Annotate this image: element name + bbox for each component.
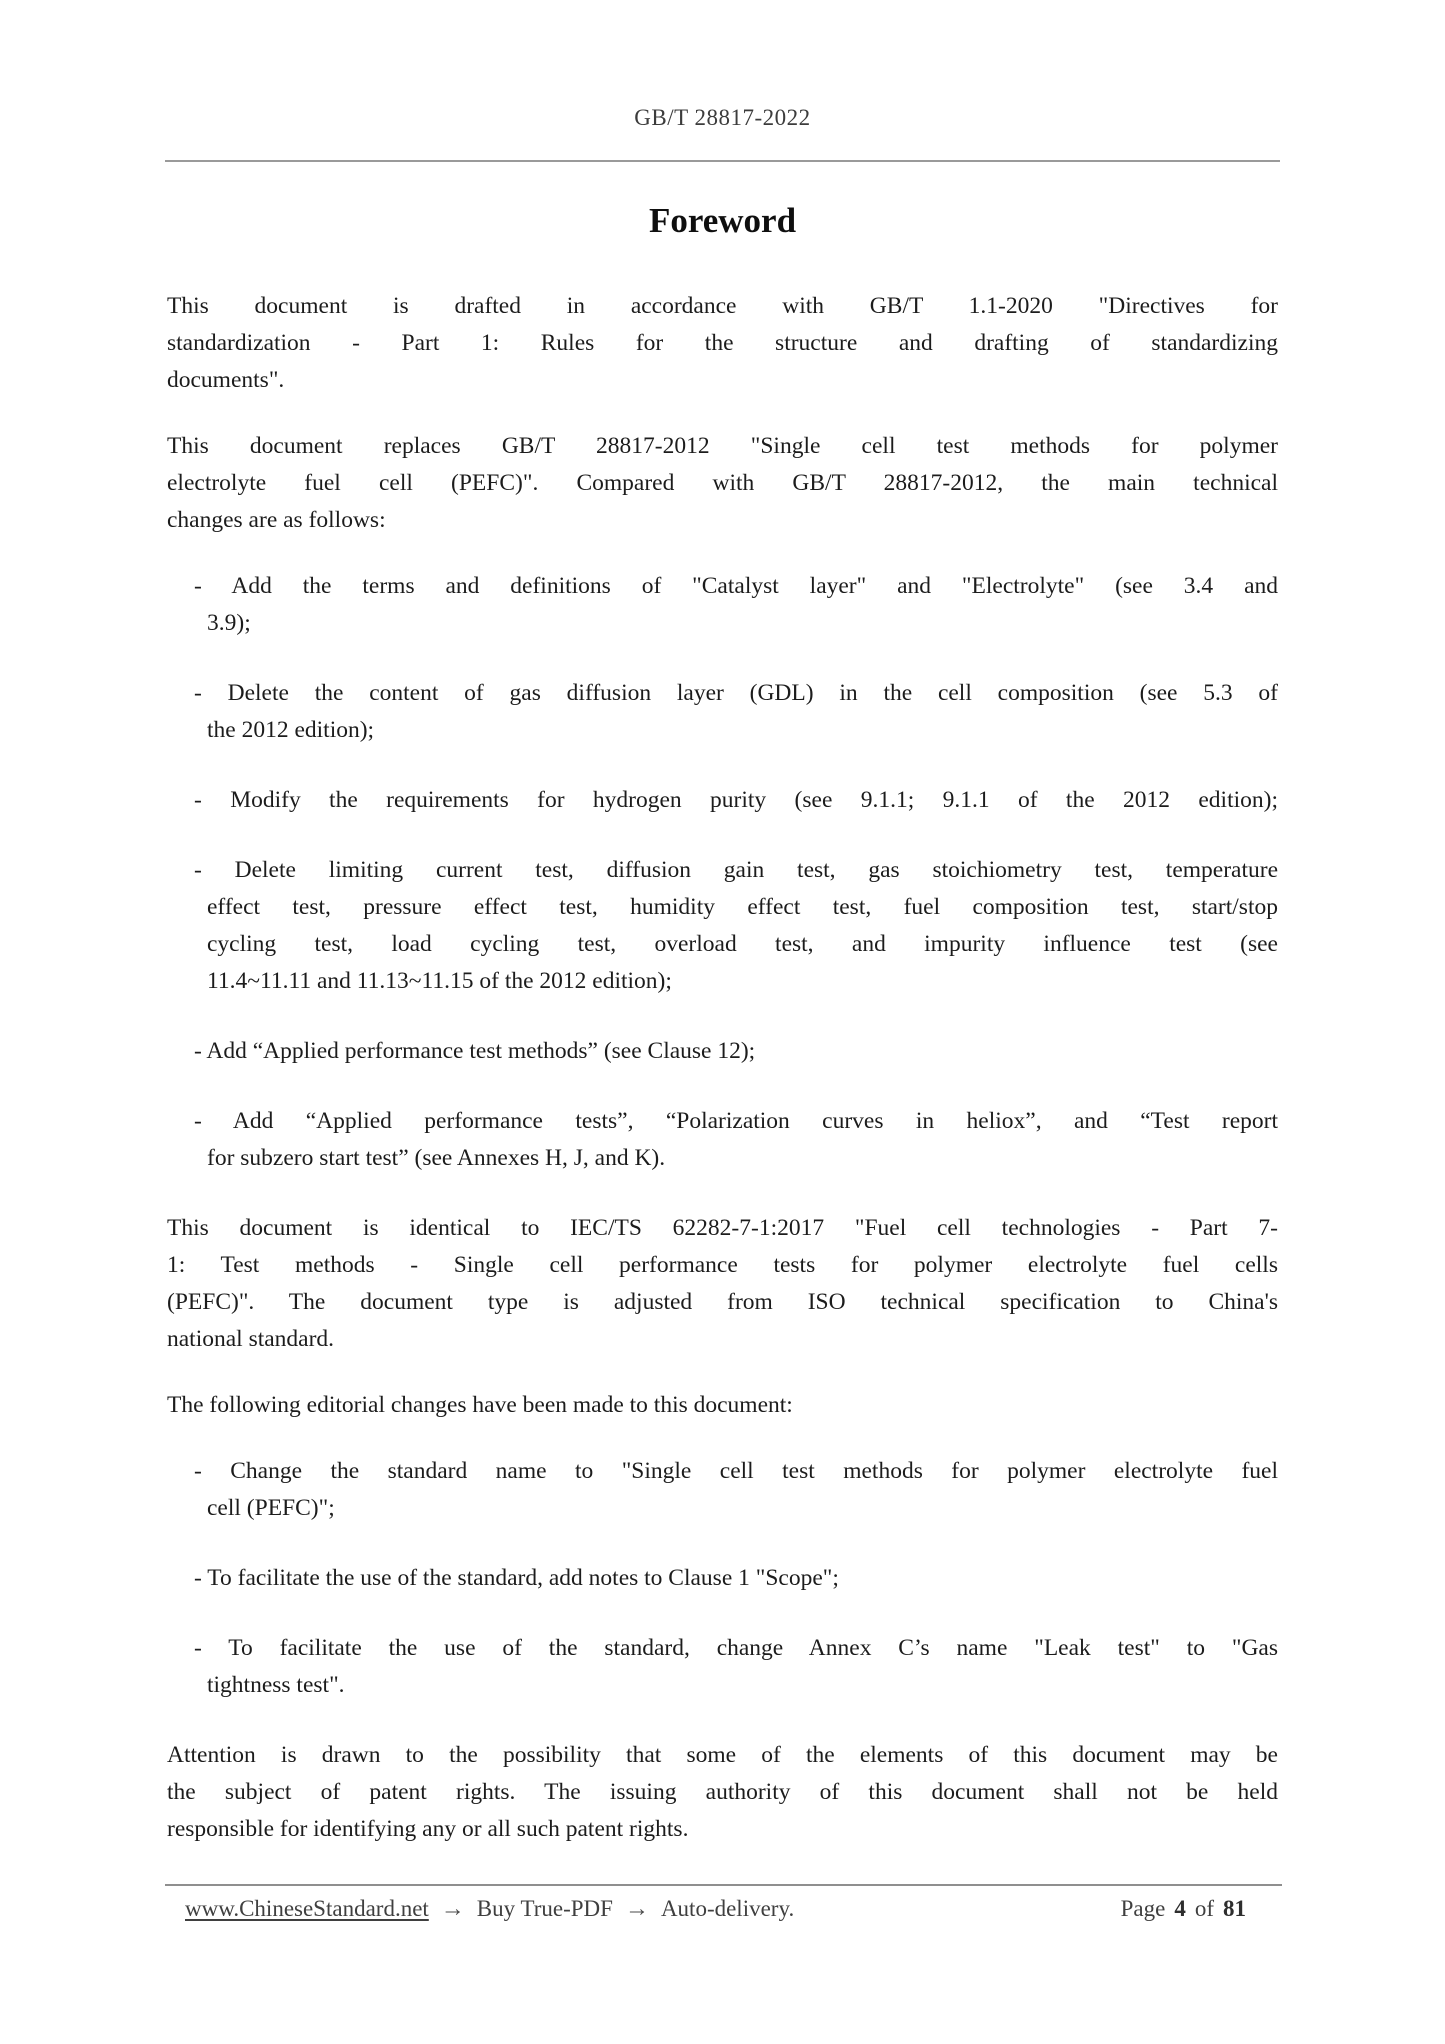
arrow-right-icon: → [624, 1896, 649, 1922]
text-line: Attention is drawn to the possibility that some of the elements of this document may be [167, 1742, 1278, 1768]
page-header [0, 0, 1445, 162]
change-list-item [167, 852, 1278, 1000]
change-list-item [167, 568, 1278, 642]
text-line: 11.4~11.11 and 11.13~11.15 of the 2012 edition); [207, 968, 672, 994]
text-line: (PEFC)". The document type is adjusted from ISO technical specification to China's [167, 1289, 1278, 1315]
text-line: standardization - Part 1: Rules for the structure and drafting of standardizing [167, 330, 1278, 356]
page-label: Page [1120, 1896, 1166, 1921]
arrow-right-icon: → [440, 1896, 465, 1922]
of-label: of [1194, 1896, 1214, 1921]
text-line: effect test, pressure effect test, humidity effect test, fuel composition test, start/stop [207, 894, 1278, 920]
editorial-list-item [167, 1630, 1278, 1704]
text-line: electrolyte fuel cell (PEFC)". Compared with GB/T 28817-2012, the main technical [167, 470, 1278, 496]
editorial-list-item [167, 1560, 1278, 1597]
header-divider [165, 160, 1280, 162]
text-line: - Delete the content of gas diffusion layer (GDL) in the cell composition (see 5.3 of [194, 680, 1278, 706]
page-footer [165, 1884, 1282, 1923]
text-line: - Add “Applied performance tests”, “Polarization curves in heliox”, and “Test report [194, 1108, 1278, 1134]
text-line: responsible for identifying any or all such patent rights. [167, 1816, 689, 1842]
footer-action-label: Auto-delivery. [660, 1896, 795, 1921]
footer-action-label: Buy True-PDF [476, 1896, 613, 1921]
paragraph [167, 1737, 1278, 1848]
text-line: - To facilitate the use of the standard, add notes to Clause 1 "Scope"; [194, 1565, 839, 1591]
text-line: - To facilitate the use of the standard, change Annex C’s name "Leak test" to "Gas [194, 1635, 1278, 1661]
text-line: documents". [167, 367, 285, 393]
website-link[interactable]: www.ChineseStandard.net [185, 1896, 429, 1921]
text-line: tightness test". [207, 1672, 345, 1698]
text-line: the 2012 edition); [207, 717, 375, 743]
current-page-number: 4 [1174, 1896, 1186, 1921]
text-line: - Delete limiting current test, diffusion gain test, gas stoichiometry test, temperature [194, 857, 1278, 883]
text-line: the subject of patent rights. The issuing authority of this document shall not be held [167, 1779, 1278, 1805]
text-line: - Add “Applied performance test methods” (see Clause 12); [194, 1038, 756, 1064]
paragraph [167, 1387, 1278, 1424]
document-number: GB/T 28817-2022 [634, 105, 811, 130]
text-line: This document replaces GB/T 28817-2012 "Single cell test methods for polymer [167, 433, 1278, 459]
page-indicator [1121, 1896, 1246, 1922]
text-line: cycling test, load cycling test, overload test, and impurity influence test (see [207, 931, 1278, 957]
change-list-item [167, 675, 1278, 749]
change-list-item [167, 1103, 1278, 1177]
text-line: for subzero start test” (see Annexes H, J, and K). [207, 1145, 666, 1171]
text-line: changes are as follows: [167, 507, 386, 533]
text-line: - Change the standard name to "Single cell test methods for polymer electrolyte fuel [194, 1458, 1278, 1484]
footer-left [185, 1896, 794, 1923]
page-title: Foreword [648, 201, 797, 240]
paragraph [167, 1210, 1278, 1358]
text-line: The following editorial changes have been made to this document: [167, 1392, 793, 1418]
text-line: 1: Test methods - Single cell performance tests for polymer electrolyte fuel cells [167, 1252, 1278, 1278]
paragraph [167, 428, 1278, 539]
text-line: 3.9); [207, 610, 251, 636]
text-line: cell (PEFC)"; [207, 1495, 335, 1521]
editorial-list-item [167, 1453, 1278, 1527]
change-list-item [167, 1033, 1278, 1070]
document-body [167, 288, 1278, 1848]
change-list-item [167, 782, 1278, 819]
text-line: - Add the terms and definitions of "Catalyst layer" and "Electrolyte" (see 3.4 and [194, 573, 1278, 599]
total-page-number: 81 [1223, 1896, 1246, 1921]
text-line: national standard. [167, 1326, 335, 1352]
text-line: - Modify the requirements for hydrogen purity (see 9.1.1; 9.1.1 of the 2012 edition); [194, 787, 1278, 813]
text-line: This document is drafted in accordance with GB/T 1.1-2020 "Directives for [167, 293, 1278, 319]
paragraph [167, 288, 1278, 399]
text-line: This document is identical to IEC/TS 62282-7-1:2017 "Fuel cell technologies - Part 7- [167, 1215, 1278, 1241]
